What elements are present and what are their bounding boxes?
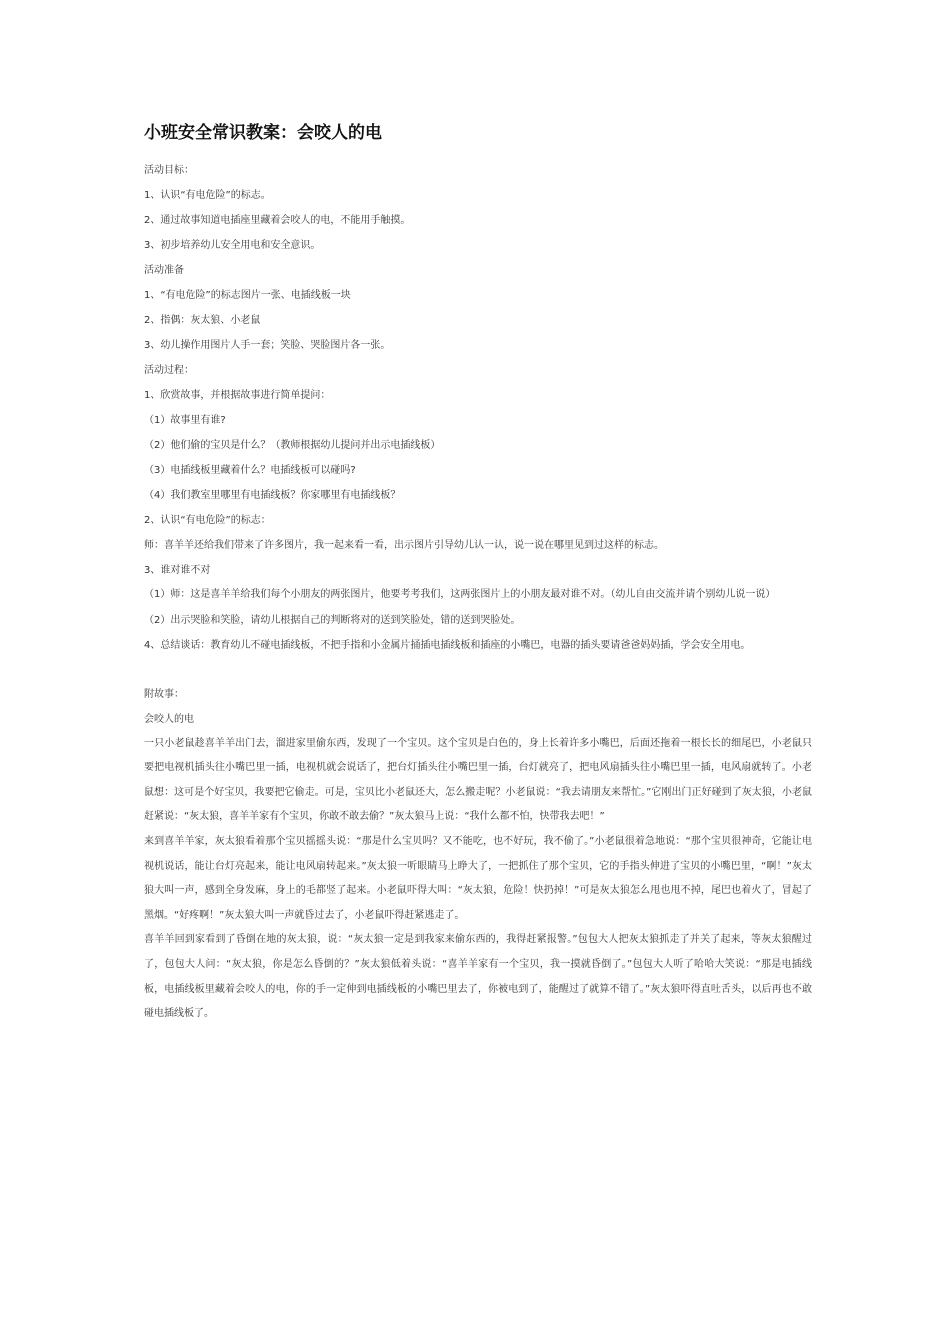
goals-heading: 活动目标： — [144, 165, 194, 176]
process-item: （1）故事里有谁? — [144, 415, 226, 426]
process-item: 师：喜羊羊还给我们带来了许多图片，我一起来看一看，出示图片引导幼儿认一认，说一说在哪里见到过这样的标志。 — [144, 540, 664, 551]
process-item: 4、总结谈话：教育幼儿不碰电插线板，不把手指和小金属片捅插电插线板和插座的小嘴巴，电器的插头要请爸爸妈妈插，学会安全用电。 — [144, 639, 751, 651]
section-spacer — [144, 658, 812, 682]
process-item: （2）出示哭脸和笑脸，请幼儿根据自己的判断将对的送到笑脸处，错的送到哭脸处。 — [144, 614, 521, 626]
story-paragraph: 来到喜羊羊家，灰太狼看着那个宝贝摇摇头说：“那是什么宝贝吗？又不能吃，也不好玩，我不偷了。”小老鼠很着急地说：“那个宝贝很神奇，它能让电视机说话，能让台灯亮起来，能让电风扇转起来。”灰太狼一听眼睛马上睁大了，一把抓住了那个宝贝，它的手指头伸进了宝贝的小嘴巴里，“啊！”灰太狼大叫一声，感到全身发麻，身上的毛都竖了起来。小老鼠吓得大叫：“灰太狼，危险！快扔掉！”可是灰太狼怎么甩也甩不掉，尾巴也着火了，冒起了黑烟。“好疼啊！”灰太狼大叫一声就昏过去了，小老鼠吓得赶紧逃走了。 — [144, 835, 812, 921]
story-paragraph: 一只小老鼠趁喜羊羊出门去，溜进家里偷东西，发现了一个宝贝。这个宝贝是白色的，身上长着许多小嘴巴，后面还拖着一根长长的细尾巴，小老鼠只要把电视机插头往小嘴巴里一插，电视机就会说话了，把台灯插头往小嘴巴里一插，台灯就亮了，把电风扇插头往小嘴巴里一插，电风扇就转了。小老鼠想：这可是个好宝贝，我要把它偷走。可是，宝贝比小老鼠还大，怎么搬走呢？小老鼠说：“我去请朋友来帮忙。”它刚出门正好碰到了灰太狼，小老鼠赶紧说：“灰太狼，喜羊羊家有个宝贝，你敢不敢去偷？”灰太狼马上说：“我什么都不怕，快带我去吧！” — [144, 737, 812, 823]
goal-item: 3、初步培养幼儿安全用电和安全意识。 — [144, 240, 321, 251]
process-item-long: （1）师：这是喜羊羊给我们每个小朋友的两张图片，他要考考我们，这两张图片上的小朋友最对谁不对。（幼儿自由交流并请个别幼儿说一说） — [144, 589, 776, 600]
process-item: （3）电插线板里藏着什么？电插线板可以碰吗? — [144, 465, 356, 476]
document-page — [144, 120, 812, 1027]
prep-item: 1、“有电危险”的标志图片一张、电插线板一块 — [144, 290, 351, 301]
prep-item: 3、幼儿操作用图片人手一套；笑脸、哭脸图片各一张。 — [144, 340, 391, 351]
prep-item: 2、指偶：灰太狼、小老鼠 — [144, 315, 261, 326]
story-heading: 附故事： — [144, 688, 184, 700]
story-title: 会咬人的电 — [144, 713, 194, 725]
process-item: （4）我们教室里哪里有电插线板？你家哪里有电插线板？ — [144, 490, 401, 501]
process-item: 1、欣赏故事，并根据故事进行简单提问： — [144, 390, 331, 401]
document-title: 小班安全常识教案：会咬人的电 — [144, 123, 382, 143]
goal-item: 2、通过故事知道电插座里藏着会咬人的电，不能用手触摸。 — [144, 215, 411, 226]
process-item: 3、谁对谁不对 — [144, 565, 211, 576]
process-item: 2、认识“有电危险”的标志： — [144, 515, 271, 526]
process-item: （2）他们偷的宝贝是什么？（教师根据幼儿提问并出示电插线板） — [144, 440, 441, 451]
story-paragraph: 喜羊羊回到家看到了昏倒在地的灰太狼，说：“灰太狼一定是到我家来偷东西的，我得赶紧报警。”包包大人把灰太狼抓走了并关了起来，等灰太狼醒过了，包包大人问：“灰太狼，你是怎么昏倒的？”灰太狼低着头说：“喜羊羊家有一个宝贝，我一摸就昏倒了。”包包大人听了哈哈大笑说：“那是电插线板，电插线板里藏着会咬人的电，你的手一定伸到电插线板的小嘴巴里去了，你被电到了，能醒过了就算不错了。”灰太狼吓得直吐舌头，以后再也不敢碰电插线板了。 — [144, 934, 812, 1020]
process-heading: 活动过程： — [144, 365, 194, 376]
goal-item: 1、认识“有电危险”的标志。 — [144, 190, 271, 201]
prep-heading: 活动准备 — [144, 265, 184, 276]
